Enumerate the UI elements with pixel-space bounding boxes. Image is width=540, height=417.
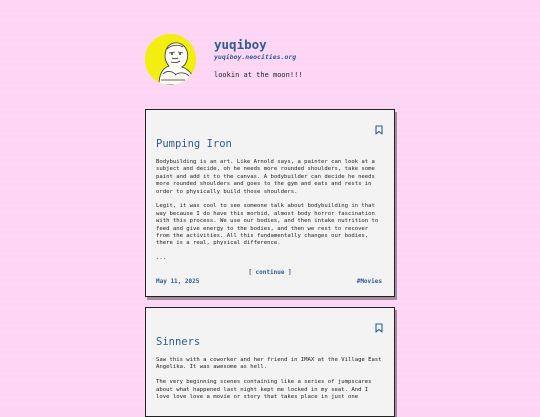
site-title[interactable]: yuqiboy — [214, 37, 267, 52]
post-excerpt — [156, 159, 384, 270]
post-title[interactable]: Sinners — [156, 336, 201, 348]
blog-post-card — [145, 307, 395, 417]
avatar[interactable] — [145, 34, 196, 85]
bookmark-icon[interactable] — [375, 120, 383, 130]
post-tag[interactable]: #Movies — [356, 278, 382, 285]
post-excerpt — [156, 357, 384, 409]
status-message: lookin at the moon!!! — [214, 71, 303, 79]
bookmark-icon[interactable] — [375, 318, 383, 328]
post-ellipsis: ... — [156, 255, 167, 262]
post-paragraph: Saw this with a coworker and her friend in IMAX at the Village East Angelika. It was awesome as hell. — [156, 357, 382, 371]
continue-link[interactable]: [ continue ] — [248, 269, 292, 276]
sketch-avatar-icon — [145, 34, 196, 85]
site-url[interactable]: yuqiboy.neocities.org — [214, 53, 297, 61]
post-date: May 11, 2025 — [156, 278, 200, 285]
post-paragraph: Bodybuilding is an art. Like Arnold says, a painter can look at a subject and decide, oh he needs more rounded shoulders, take some paint and add it to the canvas. A bodybuilder can decide he needs more rounded shoulders and goes to the gym and eats and rests in order to physically build those shoulders. — [156, 159, 375, 195]
post-paragraph: Legit, it was cool to see someone talk about bodybuilding in that way because I do have this morbid, almost body horror fascination with this process. We use our bodies, and then intake nutrition to feed and give energy to the bodies, and then we rest to recover from the activities. All this fundamentally changes our bodies, there is a real, physical difference. — [156, 203, 379, 247]
blog-post-card — [145, 109, 395, 297]
site-header — [145, 34, 395, 88]
post-title[interactable]: Pumping Iron — [156, 138, 232, 150]
post-paragraph: The very beginning scenes containing like a series of jumpscares about what happened last night kept me locked in my seat. And I love love love a movie or story that takes place in just one — [156, 379, 372, 401]
